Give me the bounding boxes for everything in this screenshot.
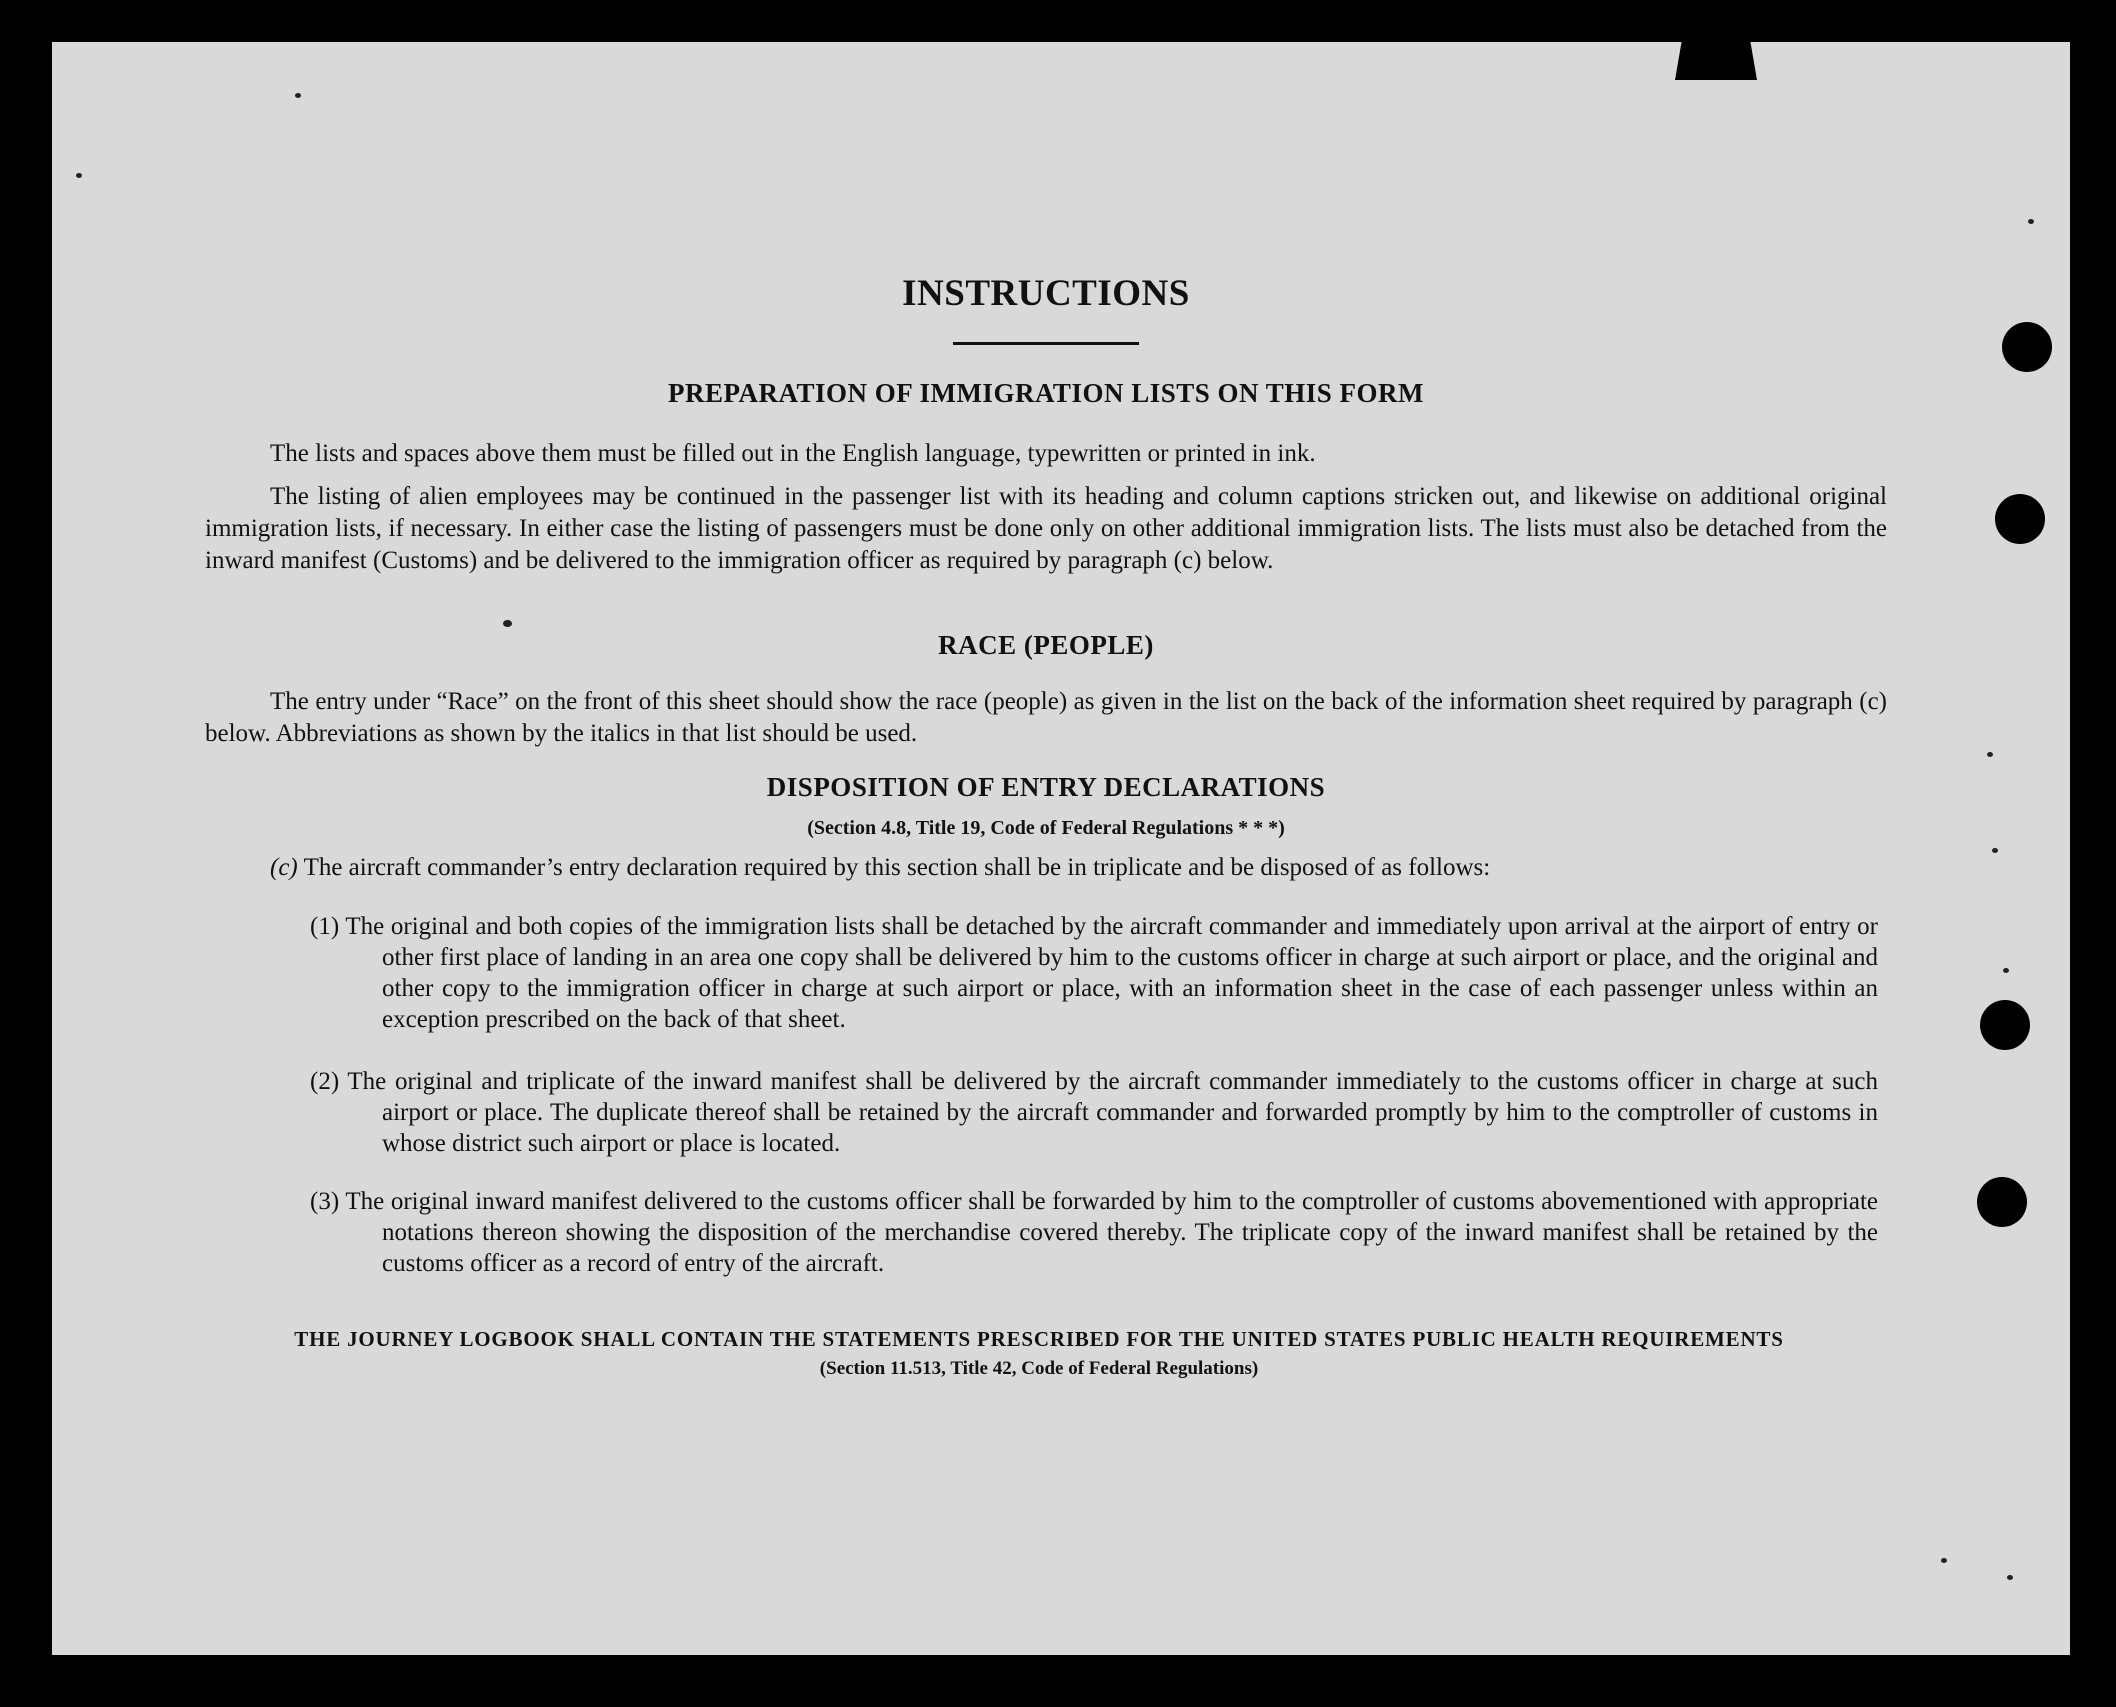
item-marker: (3): [310, 1188, 340, 1215]
paragraph-alien-employees: The listing of alien employees may be continued in the passenger list with its heading and column captions stricken out, and likewise on additional original immigration lists, if necessary. In either case the listing of passengers must be done only on other additional immigration lists. The lists must also be detached from the inward manifest (Customs) and be delivered to the immigration officer as required by paragraph (c) below.: [205, 483, 1887, 574]
section-heading-disposition: DISPOSITION OF ENTRY DECLARATIONS: [766, 772, 1326, 802]
disposition-intro: [270, 852, 1890, 884]
section-heading-race: RACE (PEOPLE): [938, 630, 1154, 660]
paragraph-race: The entry under “Race” on the front of this sheet should show the race (people) as given in the list on the back of the information sheet required by paragraph (c) below. Abbreviations as shown by the italics in that list should be used.: [205, 688, 1887, 747]
paper-speck: [1987, 752, 1993, 757]
item-text: The original and both copies of the immigration lists shall be detached by the aircraft commander and immediately upon arrival at the airport of entry or other first place of landing in an area one copy shall be delivered by him to the customs officer in charge at such airport or place, and the original and other copy to the immigration officer in charge at such airport or place, with an information sheet in the case of each passenger unless within an exception prescribed on the back of that sheet.: [345, 913, 1878, 1033]
item-text: The original inward manifest delivered to the customs officer shall be forwarded by him to the comptroller of customs abovementioned with appropriate notations thereon showing the disposition of the merchandise covered thereby. The triplicate copy of the inward manifest shall be retained by the customs officer as a record of entry of the aircraft.: [345, 1188, 1878, 1277]
footer-statement: THE JOURNEY LOGBOOK SHALL CONTAIN THE STATEMENTS PRESCRIBED FOR THE UNITED STATES PUBLIC HEALTH REQUIREMENTS: [294, 1327, 1784, 1351]
paper-speck: [76, 173, 82, 178]
list-item: [310, 911, 1878, 1035]
item-marker: (1): [310, 913, 340, 940]
paper-speck: [2003, 968, 2009, 973]
punch-hole: [1995, 494, 2045, 544]
paper-speck: [2028, 219, 2034, 224]
punch-hole: [2002, 322, 2052, 372]
page-notch: [1675, 42, 1757, 80]
punch-hole: [1980, 1000, 2030, 1050]
section-citation: (Section 4.8, Title 19, Code of Federal Regulations * * *): [807, 817, 1285, 839]
paper-speck: [295, 93, 301, 98]
title-underline: [953, 342, 1139, 345]
section-heading-preparation: PREPARATION OF IMMIGRATION LISTS ON THIS FORM: [667, 378, 1425, 408]
page-title: INSTRUCTIONS: [902, 273, 1190, 314]
paragraph-language: The lists and spaces above them must be filled out in the English language, typewritten or printed in ink.: [270, 440, 1316, 467]
footer-citation: (Section 11.513, Title 42, Code of Federal Regulations): [819, 1358, 1259, 1379]
punch-hole: [1977, 1177, 2027, 1227]
paper-speck: [1941, 1558, 1947, 1563]
intro-marker: (c): [270, 854, 298, 881]
item-marker: (2): [310, 1068, 340, 1095]
paper-speck: [2007, 1575, 2013, 1580]
intro-text: The aircraft commander’s entry declaration required by this section shall be in triplicate and be disposed of as follows:: [303, 854, 1491, 881]
list-item: [310, 1186, 1878, 1279]
paper-speck: [1992, 848, 1998, 853]
paper-speck: [503, 620, 512, 627]
item-text: The original and triplicate of the inward manifest shall be delivered by the aircraft commander immediately to the customs officer in charge at such airport or place. The duplicate thereof shall be retained by the aircraft commander and forwarded promptly by him to the comptroller of customs in whose district such airport or place is located.: [347, 1068, 1878, 1157]
list-item: [310, 1066, 1878, 1159]
